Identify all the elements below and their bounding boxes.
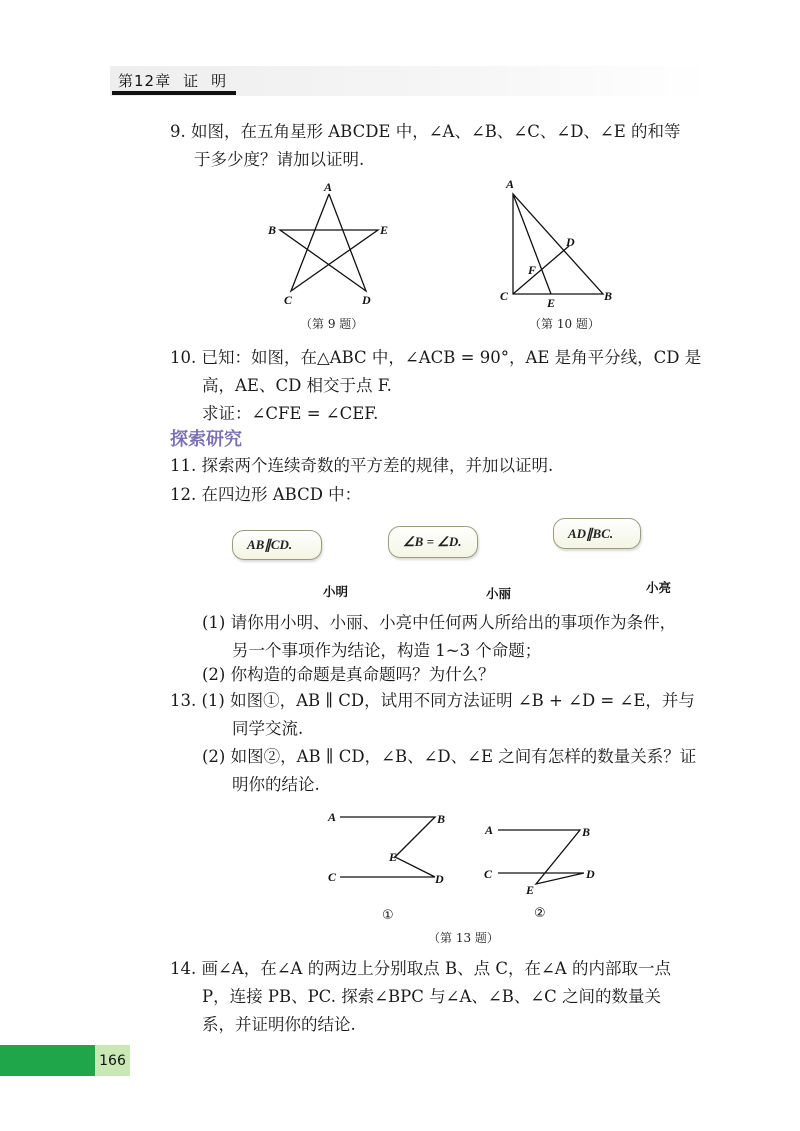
figure-9-pentagram: [260, 180, 410, 310]
q9-line-1: 9. 如图，在五角星形 ABCDE 中，∠A、∠B、∠C、∠D、∠E 的和等: [170, 122, 681, 141]
fig13a-label-b: B: [437, 812, 446, 826]
bubble-xiaoming-text: AB∥CD.: [247, 537, 293, 552]
fig13b-label-a: A: [485, 823, 494, 837]
triangle-abc: [513, 194, 603, 294]
q10-line-3: 求证：∠CFE = ∠CEF.: [202, 404, 379, 423]
bubble-xiaoliang: [553, 518, 641, 549]
fig9-label-d: D: [362, 293, 371, 307]
header-rule: [112, 91, 236, 95]
fig13a-label-e: E: [389, 850, 398, 864]
fig10-label-e: E: [547, 296, 556, 310]
fig10-caption: （第 10 题）: [529, 317, 600, 331]
fig13b-label-c: C: [484, 867, 493, 881]
fig13a-label-d: D: [435, 872, 444, 886]
chapter-title-char-2: 明: [211, 72, 228, 90]
fig13b-label-b: B: [582, 825, 591, 839]
speaker-xiaoliang: 小亮: [646, 580, 672, 595]
fig13a-zigzag: [340, 817, 435, 877]
footer-color-bar: [0, 1045, 95, 1076]
q10-line-1: 10. 已知：如图，在△ABC 中，∠ACB = 90°，AE 是角平分线，CD 是: [170, 348, 702, 367]
fig13a-mark: ①: [382, 908, 394, 923]
q13-sub1-line-2: 同学交流.: [232, 719, 304, 738]
q13-sub2-line-2: 明你的结论.: [232, 775, 320, 794]
q14-line-3: 系，并证明你的结论.: [202, 1015, 356, 1034]
bubble-xiaoli-text: ∠B = ∠D.: [403, 534, 462, 549]
speaker-xiaoming: 小明: [323, 584, 349, 599]
fig13a-label-a: A: [328, 810, 337, 824]
q14-line-2: P，连接 PB、PC. 探索∠BPC 与∠A、∠B、∠C 之间的数量关: [202, 987, 662, 1006]
fig10-label-c: C: [500, 289, 509, 303]
fig10-label-a: A: [506, 177, 515, 191]
fig13-caption: （第 13 题）: [428, 931, 499, 945]
bubble-xiaoming: [232, 530, 322, 560]
fig13b-label-d: D: [586, 867, 595, 881]
q12-line-1: 12. 在四边形 ABCD 中：: [170, 485, 362, 504]
chapter-title-char-1: 证: [183, 72, 200, 90]
section-heading: 探索研究: [170, 429, 242, 450]
fig9-label-a: A: [324, 180, 333, 194]
segment-cd: [513, 246, 569, 294]
q13-sub1-line-1: 13. (1) 如图①，AB ∥ CD，试用不同方法证明 ∠B + ∠D = ∠E，并与: [170, 691, 695, 710]
bubble-xiaoli: [388, 526, 478, 558]
q11-line-1: 11. 探索两个连续奇数的平方差的规律，并加以证明.: [170, 456, 554, 475]
figure-13-2: [480, 818, 610, 903]
q12-sub2: (2) 你构造的命题是真命题吗？为什么？: [202, 665, 495, 684]
page-number: 166: [95, 1045, 130, 1076]
q14-line-1: 14. 画∠A，在∠A 的两边上分别取点 B、点 C，在∠A 的内部取一点: [170, 959, 671, 978]
fig13a-label-c: C: [328, 870, 337, 884]
fig10-label-f: F: [528, 263, 537, 277]
segment-ae: [513, 194, 551, 294]
fig13b-label-e: E: [526, 883, 535, 897]
fig13b-mark: ②: [534, 906, 546, 921]
q12-sub1-line-2: 另一个事项作为结论，构造 1~3 个命题；: [232, 641, 542, 660]
q12-sub1-line-1: (1) 请你用小明、小丽、小亮中任何两人所给出的事项作为条件，: [202, 613, 677, 632]
q10-line-2: 高，AE、CD 相交于点 F.: [202, 376, 392, 395]
fig10-label-d: D: [566, 235, 575, 249]
fig13b-zigzag: [498, 830, 584, 884]
bubble-xiaoliang-text: AD∥BC.: [568, 525, 614, 541]
chapter-heading: [118, 70, 227, 91]
q13-sub2-line-1: (2) 如图②，AB ∥ CD，∠B、∠D、∠E 之间有怎样的数量关系？证: [202, 747, 697, 766]
chapter-number: 第12章: [118, 72, 172, 90]
fig9-label-e: E: [380, 223, 389, 237]
figure-13-1: [325, 805, 455, 890]
fig9-caption: （第 9 题）: [300, 317, 364, 331]
fig9-label-b: B: [268, 223, 277, 237]
fig9-label-c: C: [284, 293, 293, 307]
speaker-xiaoli: 小丽: [486, 586, 512, 601]
fig10-label-b: B: [604, 289, 613, 303]
figure-10-triangle: [490, 176, 630, 316]
q9-line-2: 于多少度？请加以证明.: [194, 150, 365, 169]
pentagram-outline: [280, 194, 378, 291]
